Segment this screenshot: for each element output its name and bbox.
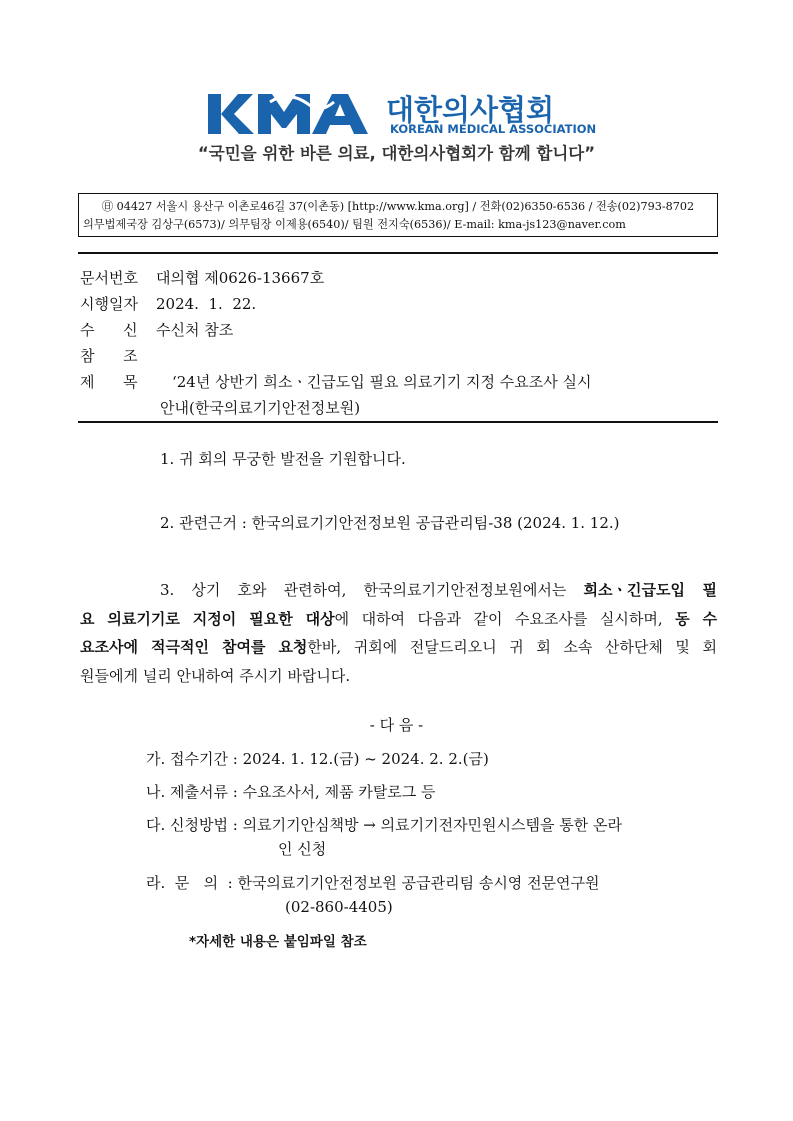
subject-line-2: 안내(한국의료기기안전정보원): [160, 399, 361, 417]
reference-row: [80, 346, 156, 366]
p3-bold-b: 희소ㆍ긴급도입 필: [583, 581, 717, 599]
recipient-value: 수신처 참조: [156, 321, 234, 339]
p3-text-h: 원들에게 널리 안내하여 주시기 바랍니다.: [80, 666, 351, 685]
item-c: [146, 815, 622, 835]
p3-text-d: 에 대하여 다음과 같이 수요조사를 실시하며,: [334, 609, 676, 628]
item-d: [146, 873, 600, 893]
doc-number-label: 문서번호: [80, 269, 138, 287]
center-heading: - 다 음 -: [369, 716, 424, 734]
item-a-label: 가. 접수기간 :: [146, 750, 238, 768]
p3-text-g: 한바, 귀회에 전달드리오니 귀 회 소속 산하단체 및 회: [307, 638, 717, 656]
paragraph-2: 2. 관련근거 : 한국의료기기안전정보원 공급관리팀-38 (2024. 1. 12.): [160, 514, 620, 532]
paragraph-3: [80, 576, 717, 690]
item-c-label: 다. 신청방법 :: [146, 816, 238, 834]
item-b-value: 수요조사서, 제품 카탈로그 등: [242, 783, 436, 801]
kma-logo: [208, 92, 597, 136]
date-label: 시행일자: [80, 295, 138, 313]
header-bottom-rule: [78, 421, 718, 423]
subject-label: 제 목: [80, 373, 138, 391]
paragraph-1: 1. 귀 회의 무궁한 발전을 기원합니다.: [160, 450, 406, 468]
kma-logo-mark: [208, 92, 380, 136]
top-rule: [78, 252, 718, 254]
doc-number-row: [80, 268, 324, 288]
item-c-line-1: 의료기기안심책방 → 의료기기전자민원시스템을 통한 온라: [242, 816, 622, 834]
p3-bold-c: 요 의료기기로 지정이 필요한 대상: [80, 609, 335, 628]
reference-label: 참 조: [80, 347, 138, 365]
p3-bold-e: 동 수: [675, 609, 717, 628]
attachment-note: *자세한 내용은 붙임파일 참조: [189, 934, 367, 950]
item-c-line-2: 인 신청: [278, 840, 327, 858]
p3-text-a: 3. 상기 호와 관련하여, 한국의료기기안전정보원에서는: [160, 581, 584, 599]
item-a: [146, 749, 489, 769]
logo-korean-text: 대한의사협회: [386, 93, 555, 127]
address-box: [78, 193, 718, 237]
p3-bold-f: 요조사에 적극적인 참여를 요청: [80, 638, 308, 656]
date-row: [80, 294, 256, 314]
address-line-1: ㊐ 04427 서울시 용산구 이촌로46길 37(이촌동) [http://www.kma.org] / 전화(02)6350-6536 / 전송(02)793-8702: [101, 200, 695, 213]
recipient-row: [80, 320, 233, 340]
subject-line-1: ‘24년 상반기 희소ㆍ긴급도입 필요 의료기기 지정 수요조사 실시: [172, 373, 592, 391]
item-a-value: 2024. 1. 12.(금) ~ 2024. 2. 2.(금): [242, 750, 489, 768]
slogan: “국민을 위한 바른 의료, 대한의사협회가 함께 합니다”: [197, 144, 596, 163]
logo-english-text: KOREAN MEDICAL ASSOCIATION: [390, 122, 597, 136]
doc-number-value: 대의협 제0626-13667호: [156, 269, 325, 287]
item-d-label: 라. 문 의 :: [146, 874, 233, 892]
date-value: 2024. 1. 22.: [156, 295, 257, 313]
recipient-label: 수 신: [80, 321, 138, 339]
subject-row: [80, 372, 591, 392]
item-b: [146, 782, 436, 802]
item-b-label: 나. 제출서류 :: [146, 783, 238, 801]
item-d-line-1: 한국의료기기안전정보원 공급관리팀 송시영 전문연구원: [237, 874, 600, 892]
address-line-2: 의무법제국장 김상구(6573)/ 의무팀장 이제용(6540)/ 팀원 전지숙(6536)/ E-mail: kma-js123@naver.com: [83, 218, 626, 231]
item-d-line-2: (02-860-4405): [285, 898, 393, 916]
